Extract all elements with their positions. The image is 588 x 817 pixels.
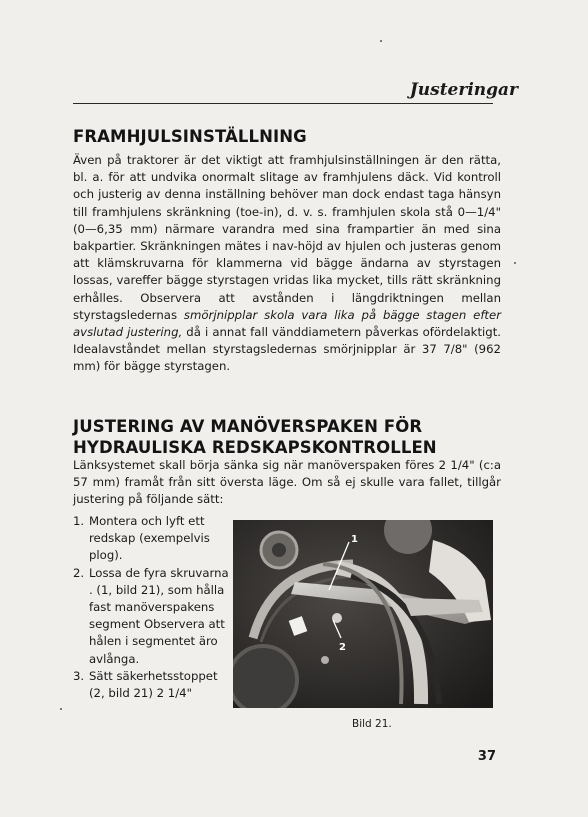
- paragraph-framhjul-c: då i annat fall vänddiametern påverkas ofördelaktigt. Idealavståndet mellan styrstagsledernas smörjnipplar är 37 7/8" (962 mm) för bägge styrstagen.: [73, 325, 501, 374]
- paragraph-framhjul-a: Även på traktorer är det viktigt att framhjulsinställningen är den rätta, bl. a. för att undvika onormalt slitage av framhjulens däck. Vid kontroll och justerig av denna inställning behöver man dock endast taga hänsyn till framhjulens skränkning (toe-in), d. v. s. framhjulen skola stå 0—1/4" (0—6,35 mm) närmare varandra med sina frampartier än med sina bakpartier. Skränkningen mätes i nav-höjd av hjulen och justeras genom att klämskruvarna för klammerna vid bägge ändarna av styrstagen lossas, vareffer bägge styrstagen vridas lika mycket, tills rätt skränkning erhålles. Observera att avstånden i längdriktningen mellan styrstagsledernas: [73, 153, 501, 322]
- list-number: 1.: [73, 514, 85, 528]
- section-title-manoverspak: JUSTERING AV MANÖVERSPAKEN FÖR HYDRAULISKA REDSKAPSKONTROLLEN: [73, 417, 437, 457]
- header-rule: [73, 103, 493, 104]
- steps-list: [73, 513, 233, 702]
- paragraph-manoverspak: Länksystemet skall börja sänka sig när manöverspaken föres 2 1/4" (c:a 57 mm) framåt från sitt översta läge. Om så ej skulle vara fallet, tillgår justering på följande sätt:: [73, 458, 501, 507]
- list-text: Montera och lyft ett redskap (exempelvis plog).: [89, 514, 210, 563]
- hydraulic-lever-photo: [233, 520, 493, 708]
- list-number: 3.: [73, 668, 85, 683]
- list-number: 2.: [73, 565, 85, 580]
- figure-caption: Bild 21.: [352, 718, 392, 730]
- paragraph-framhjul: [73, 152, 501, 376]
- list-item: [73, 565, 233, 668]
- list-item: [73, 513, 233, 565]
- figure-photo: [233, 520, 493, 708]
- section-title-framhjul: FRAMHJULSINSTÄLLNING: [73, 127, 307, 146]
- paragraph-framhjul-italic: smörjnipplar skola vara lika på bägge stagen efter avslutad justering,: [73, 307, 502, 340]
- page-number: 37: [477, 749, 496, 764]
- callout-1: 1: [351, 534, 358, 545]
- list-item: [73, 668, 233, 702]
- callout-2: 2: [339, 642, 346, 653]
- list-text: Lossa de fyra skruvarna . (1, bild 21), som hålla fast manöverspakens segment Observera att hålen i segmentet äro avlånga.: [89, 565, 229, 666]
- list-text: Sätt säkerhetsstoppet (2, bild 21) 2 1/4": [89, 668, 218, 701]
- section-label: Justeringar: [409, 80, 518, 100]
